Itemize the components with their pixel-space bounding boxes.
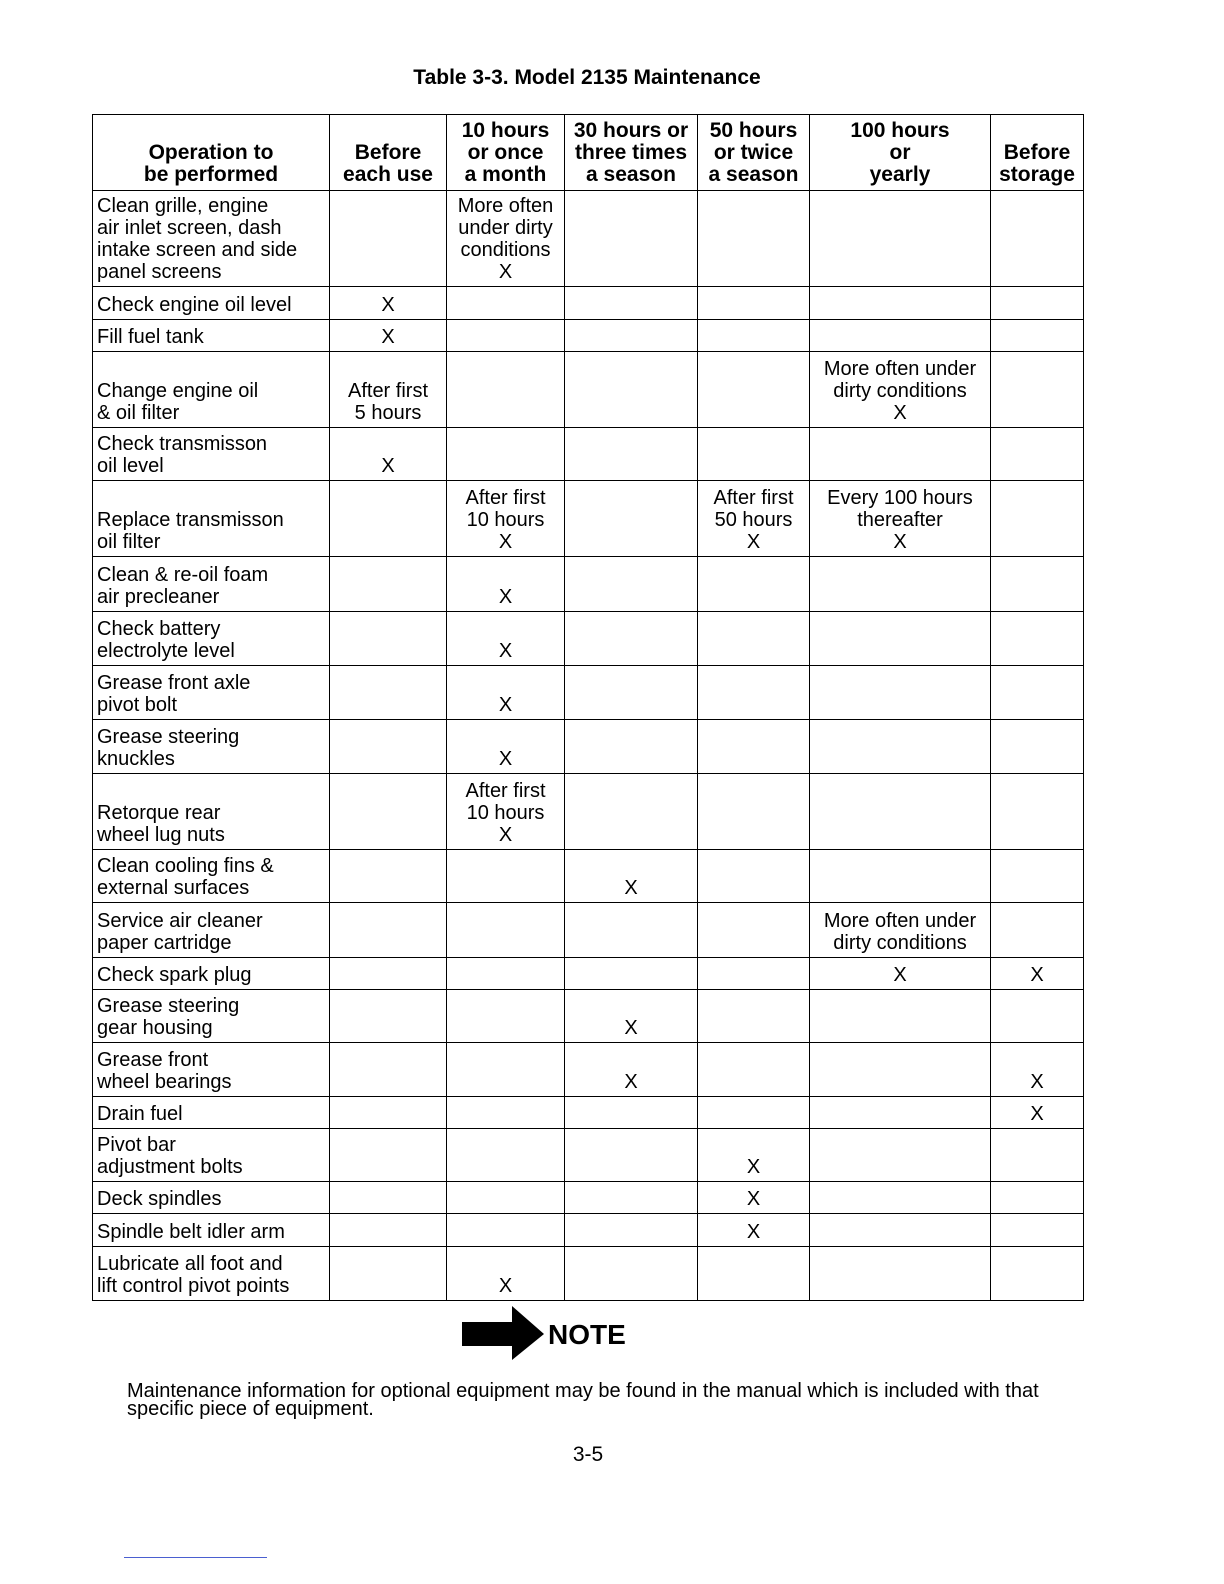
schedule-cell [330,990,447,1043]
schedule-cell [447,1097,565,1129]
schedule-cell [565,903,698,958]
schedule-cell [330,1129,447,1182]
schedule-cell [698,666,810,720]
schedule-cell [991,352,1084,428]
operation-cell: Drain fuel [93,1097,330,1129]
schedule-cell [698,320,810,352]
operation-cell: Check spark plug [93,958,330,990]
schedule-cell [991,557,1084,612]
col-header-100-hours: 100 hours or yearly [810,115,991,191]
schedule-cell [991,990,1084,1043]
schedule-cell [810,1247,991,1301]
schedule-cell [565,666,698,720]
schedule-cell: X [565,990,698,1043]
schedule-cell [810,1182,991,1214]
schedule-cell [698,903,810,958]
operation-cell: Lubricate all foot and lift control pivot points [93,1247,330,1301]
operation-cell: Grease steering knuckles [93,720,330,774]
schedule-cell [565,612,698,666]
table-row [93,1097,1084,1129]
schedule-cell [991,1129,1084,1182]
schedule-cell: After first 10 hours X [447,481,565,557]
schedule-cell [698,958,810,990]
footer-rule [124,1557,267,1558]
schedule-cell [447,1043,565,1097]
schedule-cell: X [447,720,565,774]
schedule-cell: X [810,958,991,990]
table-row [93,774,1084,850]
schedule-cell: After first 10 hours X [447,774,565,850]
table-row [93,850,1084,903]
schedule-cell [810,191,991,287]
schedule-cell: X [698,1129,810,1182]
schedule-cell [565,481,698,557]
operation-cell: Spindle belt idler arm [93,1214,330,1247]
arrow-right-icon [462,1306,546,1362]
schedule-cell [565,958,698,990]
schedule-cell [698,990,810,1043]
schedule-cell: After first 50 hours X [698,481,810,557]
schedule-cell: X [698,1182,810,1214]
table-row [93,903,1084,958]
schedule-cell [810,1043,991,1097]
schedule-cell: More often under dirty conditions X [810,352,991,428]
schedule-cell [991,320,1084,352]
schedule-cell: X [565,1043,698,1097]
schedule-cell [330,1097,447,1129]
schedule-cell [565,287,698,320]
schedule-cell: X [991,1097,1084,1129]
schedule-cell [330,481,447,557]
table-row [93,557,1084,612]
schedule-cell: X [991,958,1084,990]
schedule-cell [565,1097,698,1129]
table-row [93,1129,1084,1182]
schedule-cell [330,666,447,720]
operation-cell: Clean grille, engine air inlet screen, dash intake screen and side panel screens [93,191,330,287]
schedule-cell [330,557,447,612]
table-row [93,958,1084,990]
schedule-cell [810,1097,991,1129]
operation-cell: Replace transmisson oil filter [93,481,330,557]
schedule-cell: X [447,666,565,720]
schedule-cell [810,428,991,481]
schedule-cell [698,1043,810,1097]
table-row [93,191,1084,287]
schedule-cell [565,1247,698,1301]
schedule-cell [991,287,1084,320]
operation-cell: Check battery electrolyte level [93,612,330,666]
operation-cell: Grease steering gear housing [93,990,330,1043]
table-row [93,428,1084,481]
schedule-cell [330,774,447,850]
schedule-cell: X [330,287,447,320]
schedule-cell [447,958,565,990]
schedule-cell [698,557,810,612]
schedule-cell [991,191,1084,287]
schedule-cell [330,1043,447,1097]
note-label: NOTE [548,1319,626,1350]
schedule-cell [698,720,810,774]
schedule-cell: X [565,850,698,903]
schedule-cell [698,774,810,850]
schedule-cell [810,320,991,352]
schedule-cell [810,557,991,612]
header-row [93,115,1084,191]
schedule-cell [565,774,698,850]
table-row [93,666,1084,720]
operation-cell: Retorque rear wheel lug nuts [93,774,330,850]
schedule-cell [565,557,698,612]
schedule-cell [991,1247,1084,1301]
maintenance-table [92,114,1084,1301]
schedule-cell [991,903,1084,958]
schedule-cell [565,720,698,774]
schedule-cell [565,1214,698,1247]
schedule-cell [565,1129,698,1182]
schedule-cell: X [991,1043,1084,1097]
table-row [93,320,1084,352]
schedule-cell: X [698,1214,810,1247]
schedule-cell [991,1182,1084,1214]
col-header-before-each-use: Before each use [330,115,447,191]
schedule-cell [447,320,565,352]
operation-cell: Service air cleaner paper cartridge [93,903,330,958]
schedule-cell [330,850,447,903]
col-header-50-hours: 50 hours or twice a season [698,115,810,191]
schedule-cell: X [447,1247,565,1301]
operation-cell: Pivot bar adjustment bolts [93,1129,330,1182]
schedule-cell [330,958,447,990]
schedule-cell [330,720,447,774]
schedule-cell [991,612,1084,666]
schedule-cell: More often under dirty conditions [810,903,991,958]
schedule-cell [810,774,991,850]
operation-cell: Clean cooling fins & external surfaces [93,850,330,903]
schedule-cell [447,287,565,320]
schedule-cell [810,287,991,320]
operation-cell: Change engine oil & oil filter [93,352,330,428]
schedule-cell [447,990,565,1043]
operation-cell: Check engine oil level [93,287,330,320]
schedule-cell [447,903,565,958]
schedule-cell [698,850,810,903]
schedule-cell [991,774,1084,850]
col-header-30-hours: 30 hours or three times a season [565,115,698,191]
schedule-cell [330,191,447,287]
schedule-cell [447,352,565,428]
schedule-cell: X [447,557,565,612]
schedule-cell [698,612,810,666]
schedule-cell [330,1182,447,1214]
schedule-cell [991,1214,1084,1247]
table-row [93,990,1084,1043]
schedule-cell [698,428,810,481]
schedule-cell [810,612,991,666]
schedule-cell [565,320,698,352]
schedule-cell [698,191,810,287]
schedule-cell [698,1247,810,1301]
schedule-cell [991,428,1084,481]
operation-cell: Deck spindles [93,1182,330,1214]
schedule-cell: X [330,320,447,352]
schedule-cell [810,720,991,774]
schedule-cell [810,1214,991,1247]
schedule-cell [447,850,565,903]
table-row [93,1247,1084,1301]
table-row [93,352,1084,428]
schedule-cell [698,287,810,320]
schedule-cell [991,666,1084,720]
schedule-cell: After first 5 hours [330,352,447,428]
schedule-cell [565,191,698,287]
operation-cell: Clean & re-oil foam air precleaner [93,557,330,612]
note-text: Maintenance information for optional equipment may be found in the manual which is included with that specific piece of equipment. [127,1380,1039,1420]
schedule-cell [810,990,991,1043]
schedule-cell [810,850,991,903]
schedule-cell: X [447,612,565,666]
col-header-operation: Operation to be performed [93,115,330,191]
operation-cell: Fill fuel tank [93,320,330,352]
schedule-cell [447,428,565,481]
table-row [93,287,1084,320]
schedule-cell [447,1129,565,1182]
table-row [93,720,1084,774]
table-row [93,481,1084,557]
page-number: 3-5 [572,1443,604,1466]
schedule-cell [330,612,447,666]
schedule-cell [698,1097,810,1129]
schedule-cell: More often under dirty conditions X [447,191,565,287]
schedule-cell [991,481,1084,557]
schedule-cell [330,1247,447,1301]
col-header-before-storage: Before storage [991,115,1084,191]
schedule-cell: X [330,428,447,481]
schedule-cell [330,903,447,958]
table-row [93,1214,1084,1247]
schedule-cell [698,352,810,428]
schedule-cell [330,1214,447,1247]
schedule-cell [565,1182,698,1214]
schedule-cell [991,850,1084,903]
table-row [93,1043,1084,1097]
schedule-cell [565,428,698,481]
schedule-cell: Every 100 hours thereafter X [810,481,991,557]
operation-cell: Grease front wheel bearings [93,1043,330,1097]
schedule-cell [565,352,698,428]
schedule-cell [810,1129,991,1182]
table-row [93,612,1084,666]
col-header-10-hours: 10 hours or once a month [447,115,565,191]
table-row [93,1182,1084,1214]
operation-cell: Check transmisson oil level [93,428,330,481]
schedule-cell [991,720,1084,774]
schedule-cell [447,1182,565,1214]
table-title: Table 3-3. Model 2135 Maintenance [413,66,761,89]
operation-cell: Grease front axle pivot bolt [93,666,330,720]
schedule-cell [447,1214,565,1247]
schedule-cell [810,666,991,720]
note-callout [462,1306,662,1362]
